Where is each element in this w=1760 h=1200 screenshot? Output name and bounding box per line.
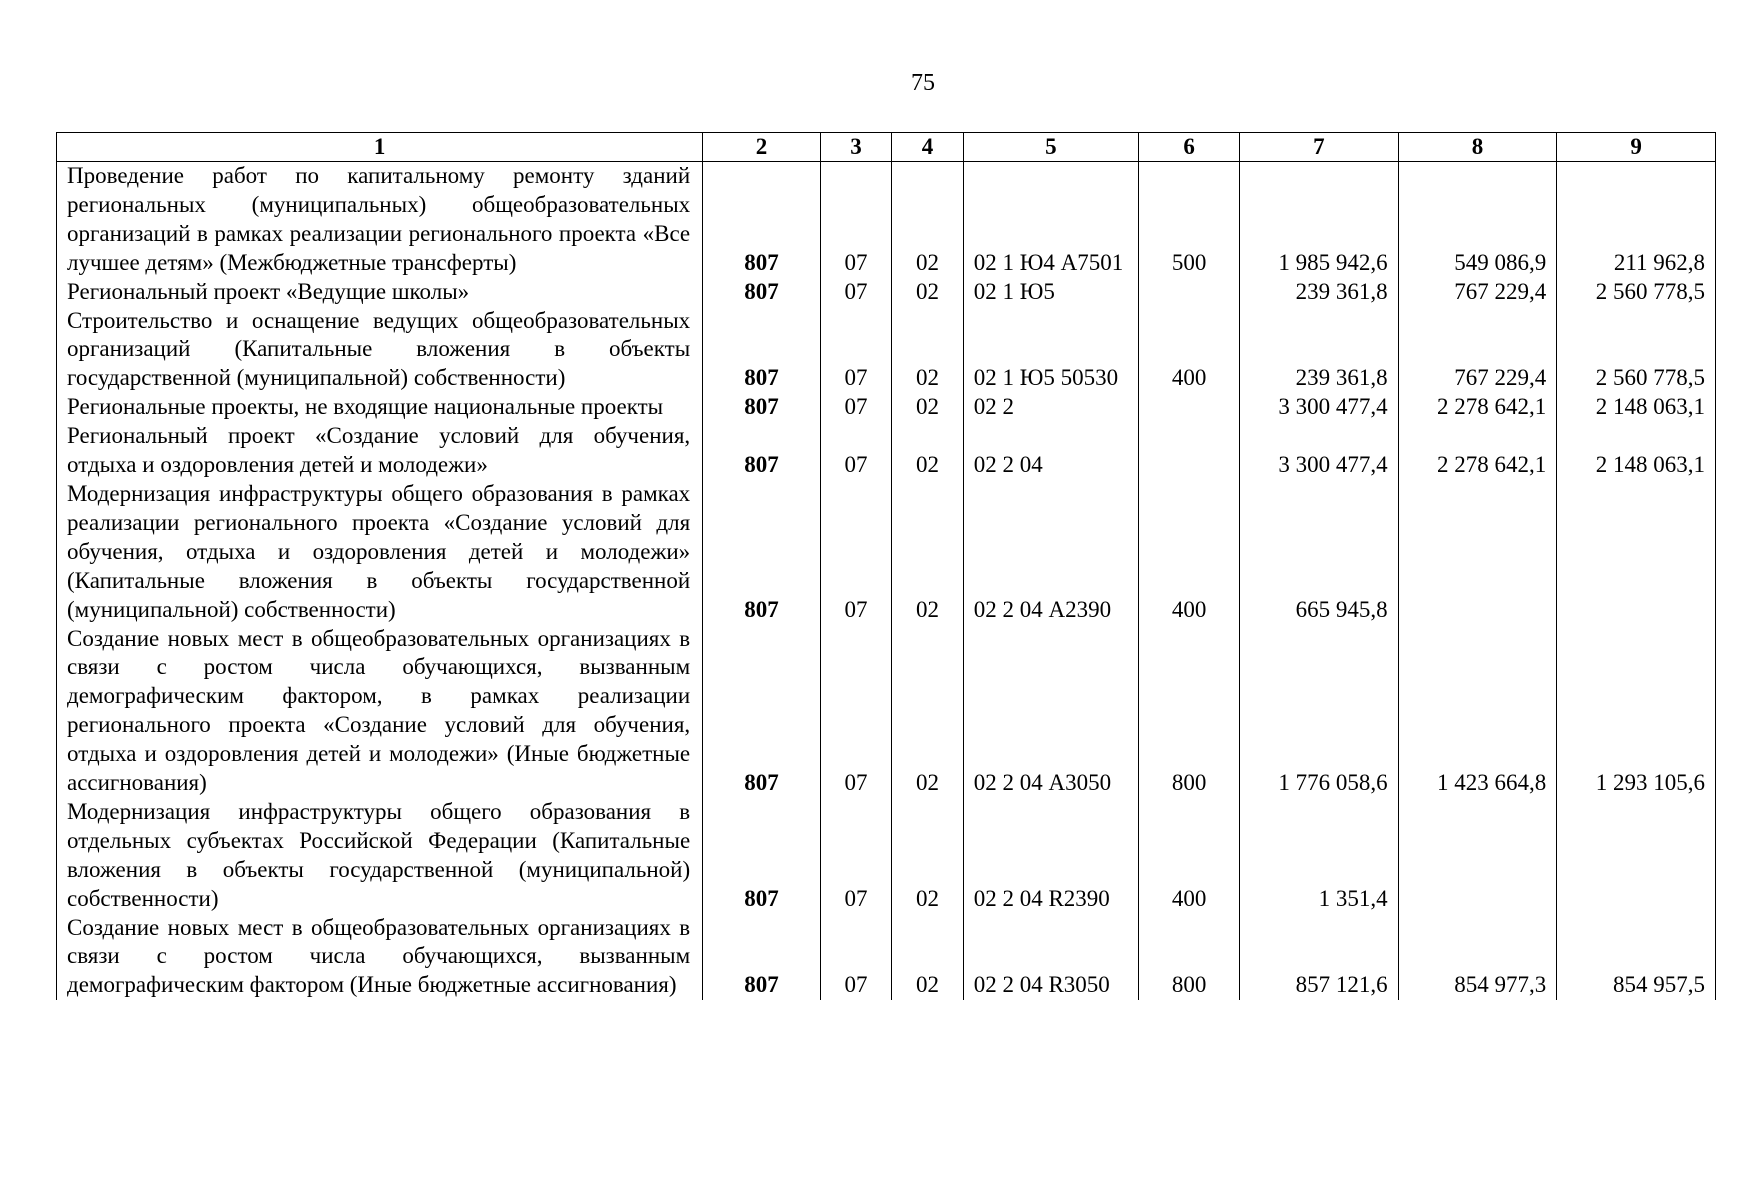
row-name: Проведение работ по капитальному ремонту зданий региональных (муниципальных) общеобразовательных организаций в рамках реализации регионального проекта «Все лучшее детям» (Межбюджетные трансферты) [57, 162, 703, 278]
row-section: 07 [820, 278, 891, 307]
row-name: Создание новых мест в общеобразовательных организациях в связи с ростом числа обучающихся, вызванным демографическим фактором (Иные бюджетные ассигнования) [57, 914, 703, 1001]
row-section: 07 [820, 393, 891, 422]
header-col-2: 2 [703, 133, 821, 162]
header-col-5: 5 [963, 133, 1138, 162]
row-sum-3: 2 148 063,1 [1557, 422, 1716, 480]
row-name: Региональный проект «Ведущие школы» [57, 278, 703, 307]
row-name: Модернизация инфраструктуры общего образования в рамках реализации регионального проекта «Создание условий для обучения, отдыха и оздоровления детей и молодежи» (Капитальные вложения в объекты государственной (муниципальной) собственности) [57, 480, 703, 625]
header-col-8: 8 [1398, 133, 1557, 162]
row-section: 07 [820, 162, 891, 278]
table-row [57, 422, 1716, 480]
header-col-1: 1 [57, 133, 703, 162]
table-row [57, 798, 1716, 914]
row-expense-type: 400 [1139, 798, 1240, 914]
row-subsection: 02 [892, 480, 963, 625]
row-sum-1: 1 985 942,6 [1240, 162, 1399, 278]
table-row [57, 278, 1716, 307]
row-sum-3: 2 560 778,5 [1557, 307, 1716, 394]
row-section: 07 [820, 422, 891, 480]
row-section: 07 [820, 914, 891, 1001]
row-expense-type [1139, 422, 1240, 480]
header-col-7: 7 [1240, 133, 1399, 162]
row-name: Строительство и оснащение ведущих общеобразовательных организаций (Капитальные вложения в объекты государственной (муниципальной) собственности) [57, 307, 703, 394]
row-section: 07 [820, 798, 891, 914]
row-sum-2: 854 977,3 [1398, 914, 1557, 1001]
row-sum-2 [1398, 480, 1557, 625]
row-sum-2: 767 229,4 [1398, 278, 1557, 307]
row-admin-code: 807 [703, 307, 821, 394]
row-subsection: 02 [892, 393, 963, 422]
row-subsection: 02 [892, 914, 963, 1001]
row-sum-3: 2 560 778,5 [1557, 278, 1716, 307]
row-name: Модернизация инфраструктуры общего образования в отдельных субъектах Российской Федерации (Капитальные вложения в объекты государственной (муниципальной) собственности) [57, 798, 703, 914]
row-expense-type: 400 [1139, 307, 1240, 394]
header-col-3: 3 [820, 133, 891, 162]
row-target-code: 02 2 04 R2390 [963, 798, 1138, 914]
row-sum-3: 854 957,5 [1557, 914, 1716, 1001]
row-sum-2: 2 278 642,1 [1398, 422, 1557, 480]
row-target-code: 02 2 04 А3050 [963, 625, 1138, 798]
row-section: 07 [820, 625, 891, 798]
row-expense-type: 400 [1139, 480, 1240, 625]
row-admin-code: 807 [703, 625, 821, 798]
row-admin-code: 807 [703, 393, 821, 422]
page-number: 75 [911, 70, 935, 96]
row-expense-type [1139, 393, 1240, 422]
row-sum-2: 549 086,9 [1398, 162, 1557, 278]
row-expense-type: 800 [1139, 625, 1240, 798]
row-name: Региональный проект «Создание условий для обучения, отдыха и оздоровления детей и молодежи» [57, 422, 703, 480]
row-target-code: 02 1 Ю5 [963, 278, 1138, 307]
row-admin-code: 807 [703, 162, 821, 278]
header-col-4: 4 [892, 133, 963, 162]
row-sum-2: 767 229,4 [1398, 307, 1557, 394]
row-subsection: 02 [892, 625, 963, 798]
row-sum-1: 1 776 058,6 [1240, 625, 1399, 798]
row-subsection: 02 [892, 278, 963, 307]
row-subsection: 02 [892, 422, 963, 480]
row-expense-type: 500 [1139, 162, 1240, 278]
table-row [57, 625, 1716, 798]
row-target-code: 02 1 Ю5 50530 [963, 307, 1138, 394]
row-admin-code: 807 [703, 422, 821, 480]
row-name: Создание новых мест в общеобразовательных организациях в связи с ростом числа обучающихся, вызванным демографическим фактором, в рамках реализации регионального проекта «Создание условий для обучения, отдыха и оздоровления детей и молодежи» (Иные бюджетные ассигнования) [57, 625, 703, 798]
table-row [57, 480, 1716, 625]
row-target-code: 02 2 04 R3050 [963, 914, 1138, 1001]
row-admin-code: 807 [703, 914, 821, 1001]
row-sum-2: 2 278 642,1 [1398, 393, 1557, 422]
table-row [57, 393, 1716, 422]
row-sum-3: 211 962,8 [1557, 162, 1716, 278]
row-name: Региональные проекты, не входящие национальные проекты [57, 393, 703, 422]
row-sum-1: 239 361,8 [1240, 307, 1399, 394]
row-target-code: 02 2 [963, 393, 1138, 422]
budget-table [56, 132, 1716, 1000]
row-sum-1: 3 300 477,4 [1240, 393, 1399, 422]
row-sum-1: 1 351,4 [1240, 798, 1399, 914]
row-subsection: 02 [892, 307, 963, 394]
row-target-code: 02 1 Ю4 А7501 [963, 162, 1138, 278]
row-admin-code: 807 [703, 278, 821, 307]
row-subsection: 02 [892, 162, 963, 278]
header-col-9: 9 [1557, 133, 1716, 162]
header-row [57, 133, 1716, 162]
row-sum-1: 665 945,8 [1240, 480, 1399, 625]
row-sum-3: 2 148 063,1 [1557, 393, 1716, 422]
row-expense-type: 800 [1139, 914, 1240, 1001]
row-admin-code: 807 [703, 480, 821, 625]
table-row [57, 914, 1716, 1001]
row-sum-3: 1 293 105,6 [1557, 625, 1716, 798]
row-section: 07 [820, 307, 891, 394]
row-sum-2 [1398, 798, 1557, 914]
table-row [57, 162, 1716, 278]
row-subsection: 02 [892, 798, 963, 914]
row-sum-2: 1 423 664,8 [1398, 625, 1557, 798]
header-col-6: 6 [1139, 133, 1240, 162]
row-expense-type [1139, 278, 1240, 307]
row-target-code: 02 2 04 [963, 422, 1138, 480]
row-sum-3 [1557, 798, 1716, 914]
row-sum-3 [1557, 480, 1716, 625]
table-row [57, 307, 1716, 394]
row-target-code: 02 2 04 А2390 [963, 480, 1138, 625]
row-sum-1: 3 300 477,4 [1240, 422, 1399, 480]
row-sum-1: 857 121,6 [1240, 914, 1399, 1001]
row-sum-1: 239 361,8 [1240, 278, 1399, 307]
row-admin-code: 807 [703, 798, 821, 914]
row-section: 07 [820, 480, 891, 625]
